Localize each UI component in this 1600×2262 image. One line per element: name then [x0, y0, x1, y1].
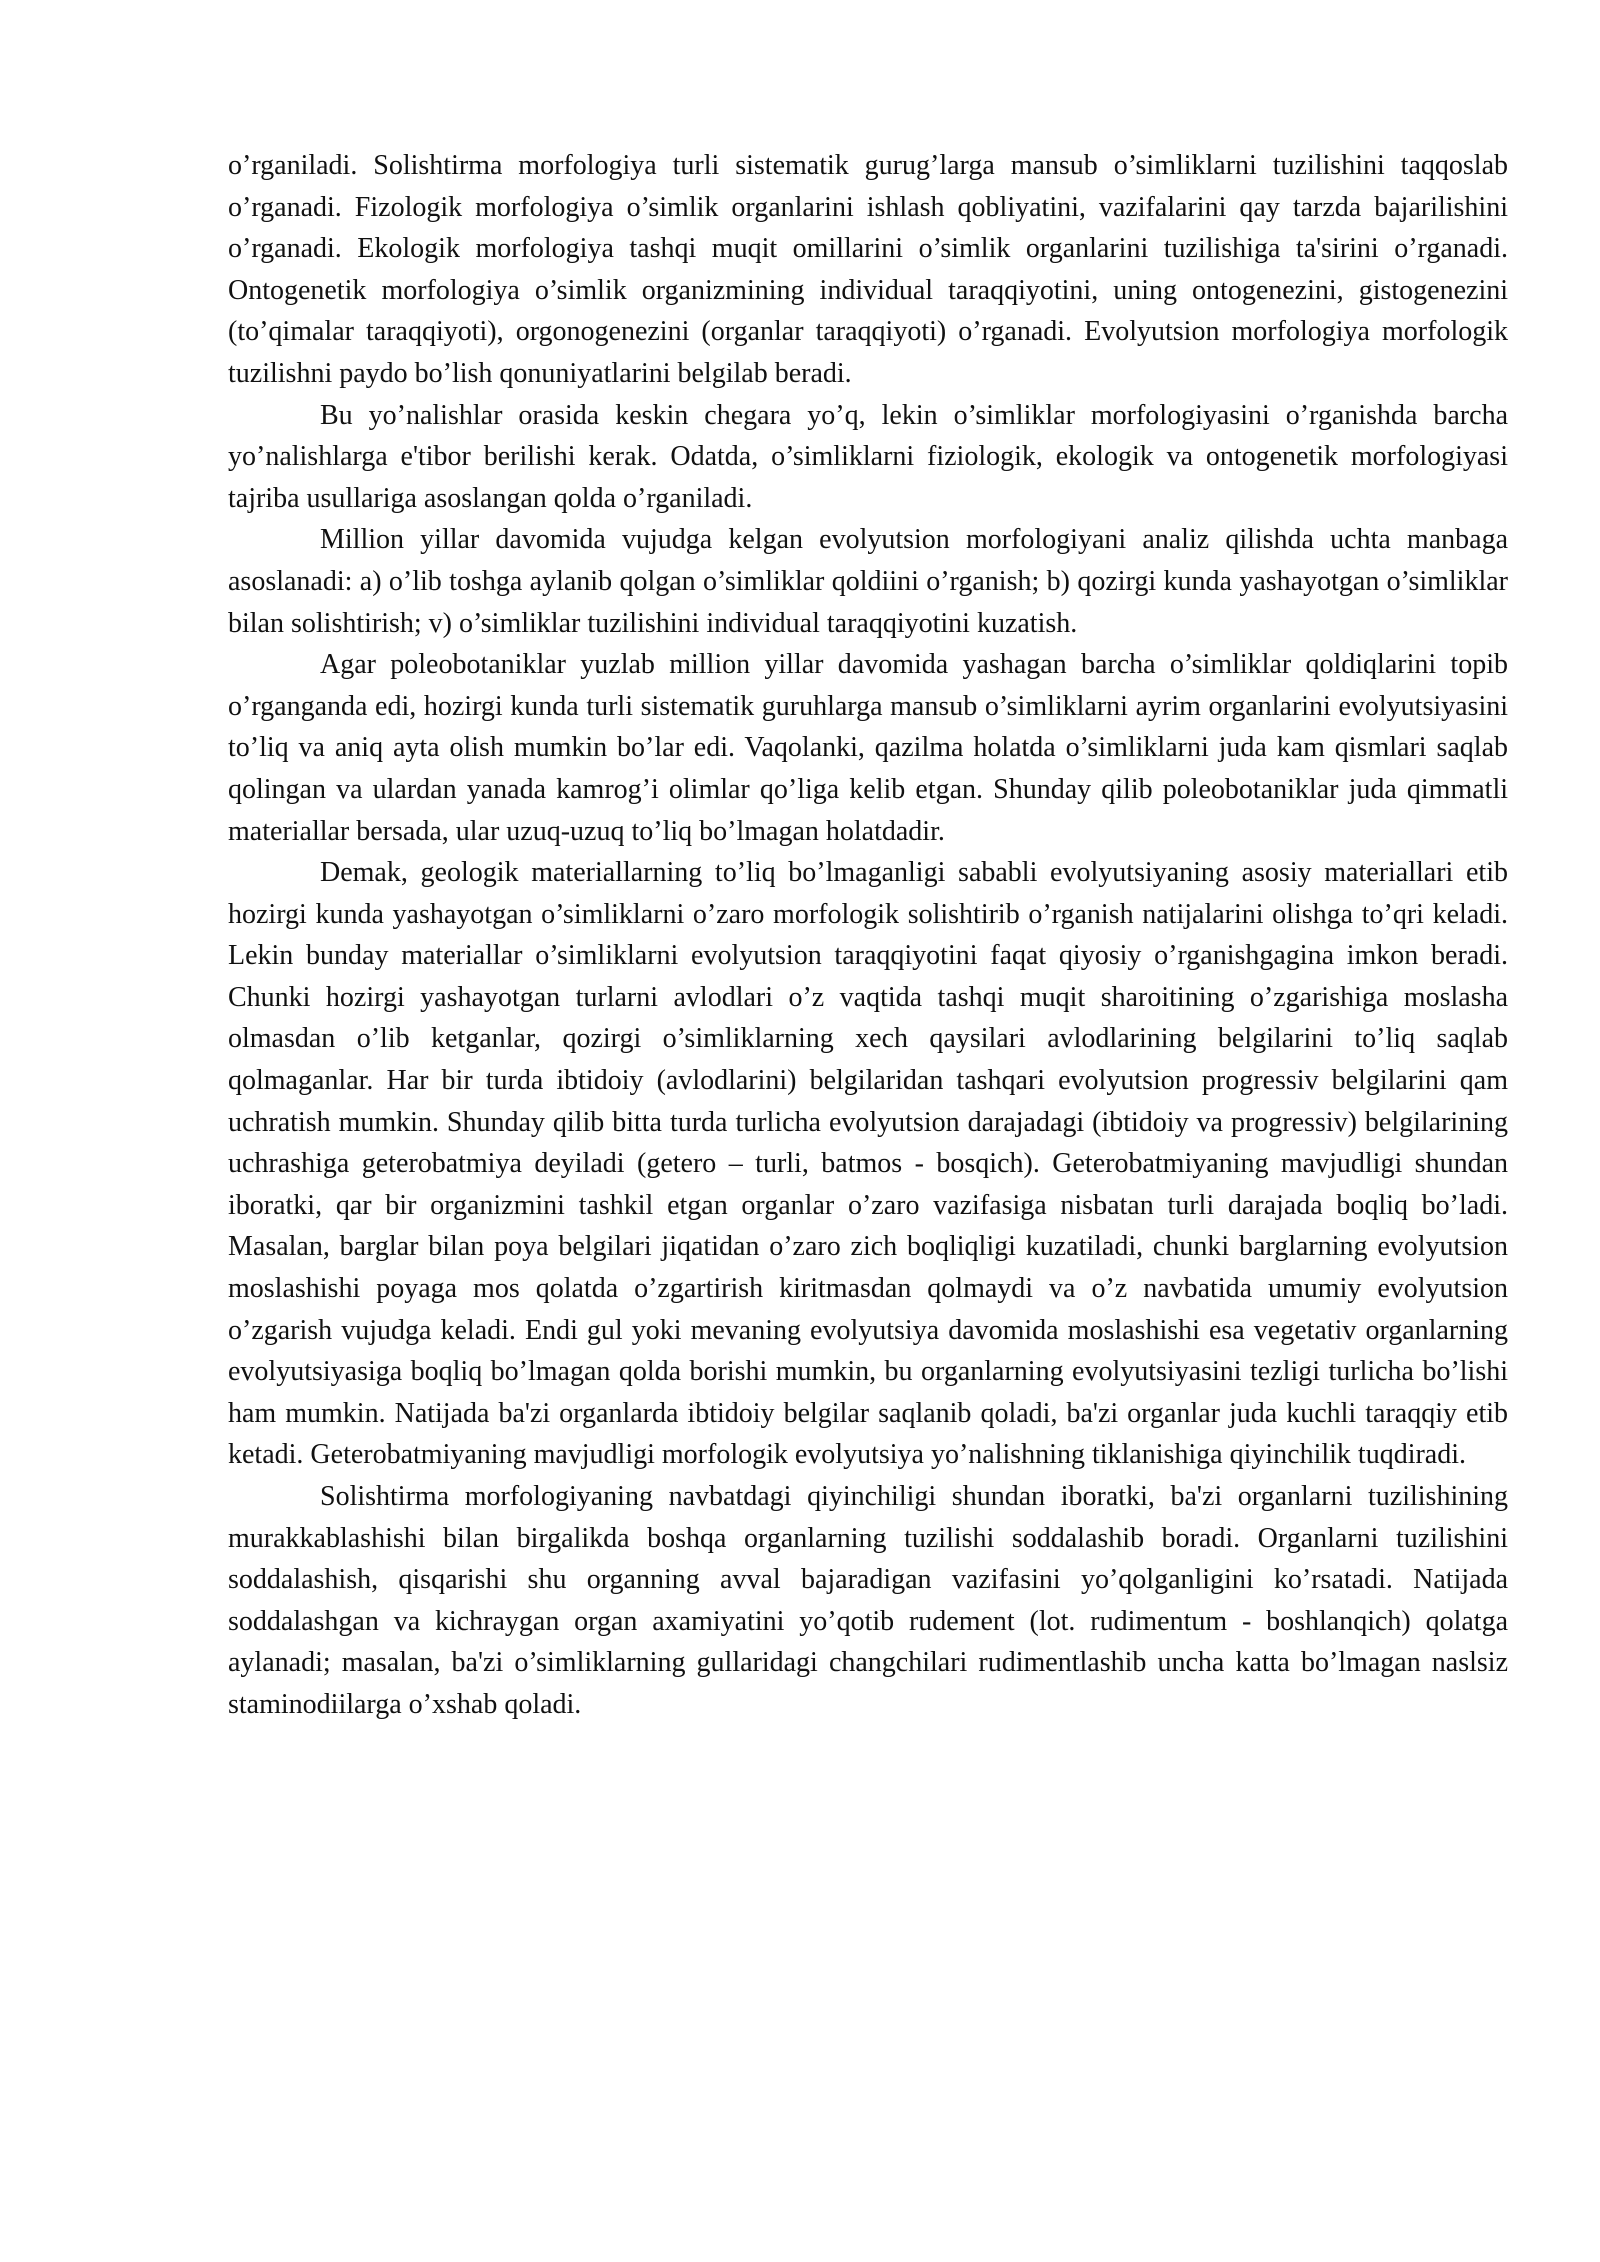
document-page [228, 145, 1508, 1726]
paragraph-continuation: o’rganiladi. Solishtirma morfologiya turli sistematik gurug’larga mansub o’simliklarni tuzilishini taqqoslab o’rganadi. Fizologik morfologiya o’simlik organlarini ishlash qobliyatini, vazifalarini qay tarzda bajarilishini o’rganadi. Ekologik morfologiya tashqi muqit omillarini o’simlik organlarini tuzilishiga ta'sirini o’rganadi. Ontogenetik morfologiya o’simlik organizmining individual taraqqiyotini, uning ontogenezini, gistogenezini (to’qimalar taraqqiyoti), orgonogenezini (organlar taraqqiyoti) o’rganadi. Evolyutsion morfologiya morfologik tuzilishni paydo bo’lish qonuniyatlarini belgilab beradi. [228, 150, 1508, 389]
paragraph-heterobathmy: Demak, geologik materiallarning to’liq bo’lmaganligi sababli evolyutsiyaning asosiy materiallari etib hozirgi kunda yashayotgan o’simliklarni o’zaro morfologik solishtirib o’rganish natijalarini olishga to’qri keladi. Lekin bunday materiallar o’simliklarni evolyutsion taraqqiyotini faqat qiyosiy o’rganishgagina imkon beradi. Chunki hozirgi yashayotgan turlarni avlodlari o’z vaqtida tashqi muqit sharoitining o’zgarishiga moslasha olmasdan o’lib ketganlar, qozirgi o’simliklarning xech qaysilari avlodlarining belgilarini to’liq saqlab qolmaganlar. Har bir turda ibtidoiy (avlodlarini) belgilaridan tashqari evolyutsion progressiv belgilarini qam uchratish mumkin. Shunday qilib bitta turda turlicha evolyutsion darajadagi (ibtidoiy va progressiv) belgilarining uchrashiga geterobatmiya deyiladi (getero – turli, batmos - bosqich). Geterobatmiyaning mavjudligi shundan iboratki, qar bir organizmini tashkil etgan organlar o’zaro vazifasiga nisbatan turli darajada boqliq bo’ladi. Masalan, barglar bilan poya belgilari jiqatidan o’zaro zich boqliqligi kuzatiladi, chunki barglarning evolyutsion moslashishi poyaga mos qolatda o’zgartirish kiritmasdan qolmaydi va o’z navbatida umumiy evolyutsion o’zgarish vujudga keladi. Endi gul yoki mevaning evolyutsiya davomida moslashishi esa vegetativ organlarning evolyutsiyasiga boqliq bo’lmagan qolda borishi mumkin, bu organlarning evolyutsiyasini tezligi turlicha bo’lishi ham mumkin. Natijada ba'zi organlarda ibtidoiy belgilar saqlanib qoladi, ba'zi organlar juda kuchli taraqqiy etib ketadi. Geterobatmiyaning mavjudligi morfologik evolyutsiya yo’nalishning tiklanishiga qiyinchilik tuqdiradi. [228, 857, 1508, 1471]
paragraph-paleobotany: Agar poleobotaniklar yuzlab million yillar davomida yashagan barcha o’simliklar qoldiqlarini topib o’rganganda edi, hozirgi kunda turli sistematik guruhlarga mansub o’simliklarni ayrim organlarini evolyutsiyasini to’liq va aniq ayta olish mumkin bo’lar edi. Vaqolanki, qazilma holatda o’simliklarni juda kam qismlari saqlab qolingan va ulardan yanada kamrog’i olimlar qo’liga kelib etgan. Shunday qilib poleobotaniklar juda qimmatli materiallar bersada, ular uzuq-uzuq to’liq bo’lmagan holatdadir. [228, 649, 1508, 847]
paragraph-sources: Million yillar davomida vujudga kelgan evolyutsion morfologiyani analiz qilishda uchta manbaga asoslanadi: a) o’lib toshga aylanib qolgan o’simliklar qoldiini o’rganish; b) qozirgi kunda yashayotgan o’simliklar bilan solishtirish; v) o’simliklar tuzilishini individual taraqqiyotini kuzatish. [228, 524, 1508, 639]
paragraph-directions: Bu yo’nalishlar orasida keskin chegara yo’q, lekin o’simliklar morfologiyasini o’rganishda barcha yo’nalishlarga e'tibor berilishi kerak. Odatda, o’simliklarni fiziologik, ekologik va ontogenetik morfologiyasi tajriba usullariga asoslangan qolda o’rganiladi. [228, 399, 1508, 514]
paragraph-reduction: Solishtirma morfologiyaning navbatdagi qiyinchiligi shundan iboratki, ba'zi organlarni tuzilishining murakkablashishi bilan birgalikda boshqa organlarning tuzilishi soddalashib boradi. Organlarni tuzilishini soddalashish, qisqarishi shu organning avval bajaradigan vazifasini yo’qolganligini ko’rsatadi. Natijada soddalashgan va kichraygan organ axamiyatini yo’qotib rudement (lot. rudimentum - boshlanqich) qolatga aylanadi; masalan, ba'zi o’simliklarning gullaridagi changchilari rudimentlashib uncha katta bo’lmagan naslsiz staminodiilarga o’xshab qoladi. [228, 1481, 1508, 1720]
